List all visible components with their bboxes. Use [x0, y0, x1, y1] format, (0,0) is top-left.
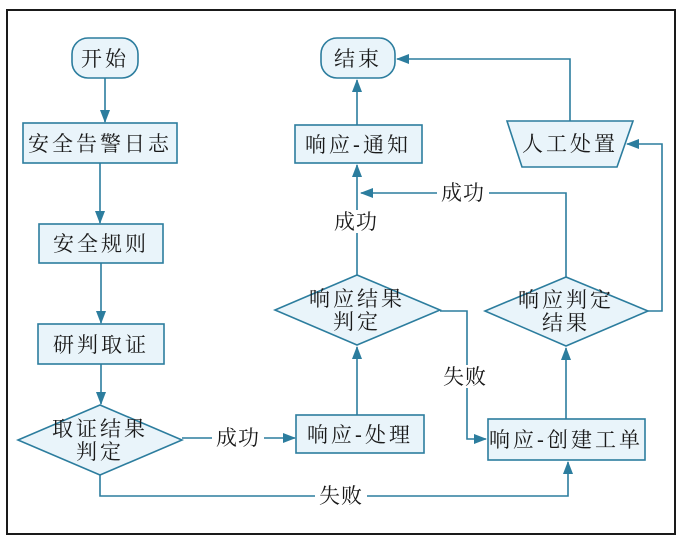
analysis-forensics-node	[38, 324, 164, 364]
forensics-decision-label-line1: 取证结果	[52, 417, 148, 441]
edge-label-text: 成功	[334, 210, 378, 234]
response-create-ticket-node	[488, 419, 645, 460]
manual-disposal-label: 人工处置	[522, 132, 618, 156]
alert-log-label: 安全告警日志	[28, 132, 172, 156]
edge-label-text: 失败	[319, 484, 363, 508]
edge-label-success-to-notify	[330, 210, 382, 234]
edge-label-fail-to-ticket	[439, 365, 491, 389]
forensics-decision-node	[18, 405, 182, 475]
end-node	[321, 38, 395, 78]
alert-log-node	[23, 123, 177, 163]
response-decision-result-label-line2: 结果	[542, 311, 590, 335]
analysis-forensics-label: 研判取证	[53, 333, 149, 357]
end-label: 结束	[334, 47, 382, 71]
response-handle-label: 响应-处理	[306, 423, 414, 447]
security-rules-node	[39, 224, 163, 263]
edge-label-success-from-decision-result	[437, 181, 489, 205]
response-decision-result-label-line1: 响应判定	[518, 288, 614, 312]
manual-disposal-node	[507, 121, 633, 167]
edge-manual-to-end	[397, 59, 570, 121]
response-result-decision-label-line2: 判定	[333, 310, 381, 334]
edge-label-fail-bottom	[315, 484, 367, 508]
response-handle-node	[296, 415, 424, 453]
edge-label-success-to-handle	[212, 426, 264, 450]
response-result-decision-label-line1: 响应结果	[309, 287, 405, 311]
response-create-ticket-label: 响应-创建工单	[488, 428, 644, 452]
edge-label-text: 成功	[216, 426, 260, 450]
response-notify-label: 响应-通知	[304, 133, 412, 157]
edge-decision-result-to-manual	[627, 144, 662, 311]
edge-decision-result-success-merge	[361, 193, 566, 277]
forensics-decision-label-line2: 判定	[76, 440, 124, 464]
response-result-decision-node	[275, 275, 440, 345]
start-label: 开始	[81, 47, 129, 71]
response-notify-node	[295, 125, 422, 163]
edge-label-text: 失败	[443, 365, 487, 389]
start-node	[72, 38, 138, 78]
security-rules-label: 安全规则	[53, 232, 149, 256]
edge-label-text: 成功	[441, 181, 485, 205]
response-decision-result-node	[485, 277, 648, 346]
